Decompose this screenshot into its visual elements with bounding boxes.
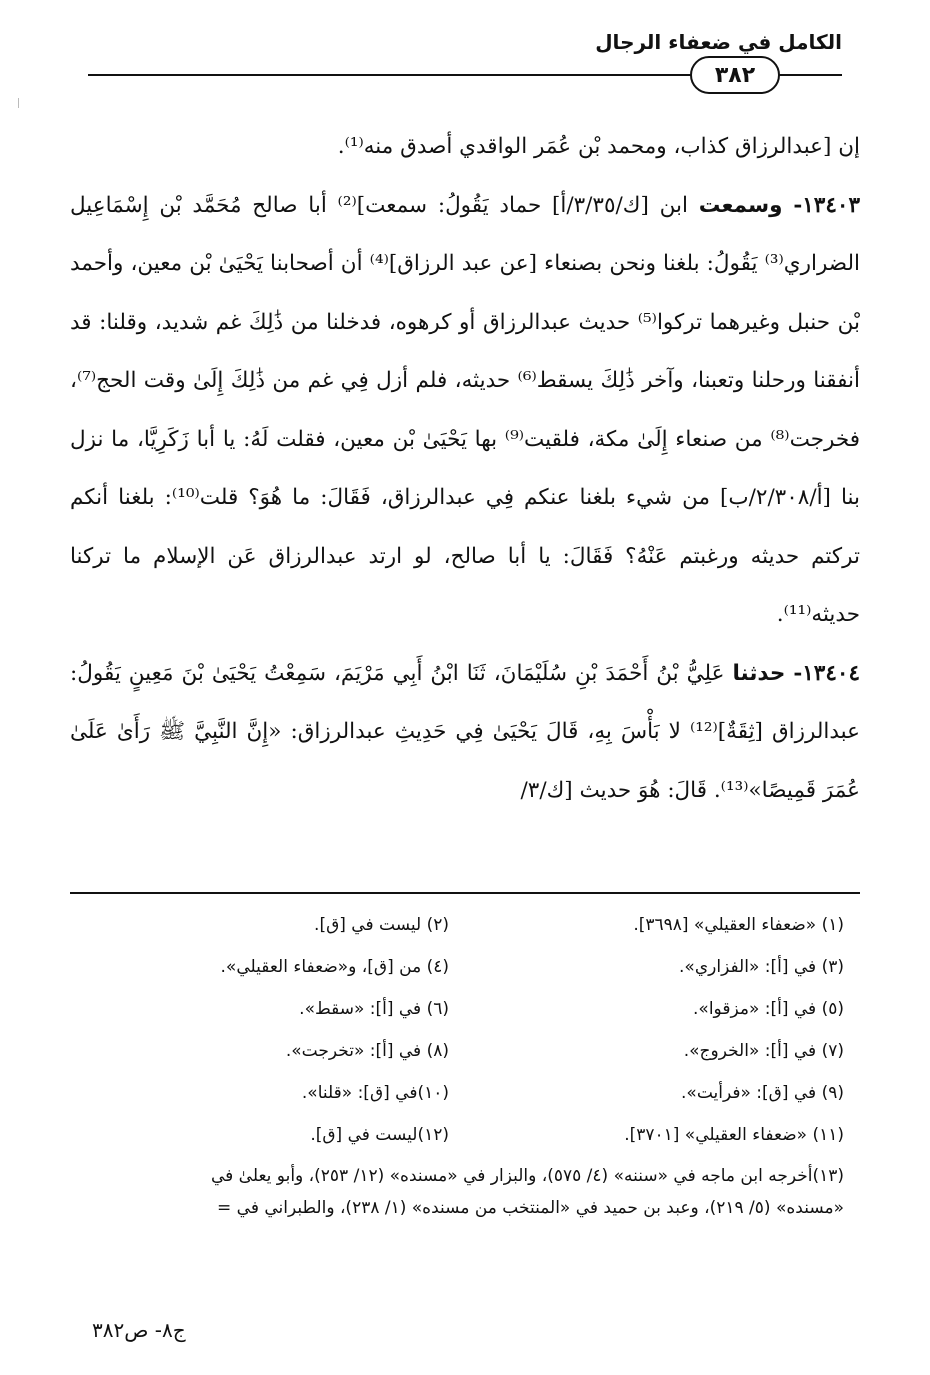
paragraph-13404 [70,645,860,821]
running-title: الكامل في ضعفاء الرجال [595,30,842,54]
footnote-13-line-1: (١٣)أخرجه ابن ماجه في «سننه» (٤/ ٥٧٥)، والبزار في «مسنده» (١٢/ ٢٥٣)، وأبو يعلىٰ في [210,1166,844,1186]
footnote-grid [70,904,860,1156]
margin-mark [18,98,19,108]
footnote-rule [70,892,860,894]
footnote-6: (٦) في [أ]: «سقط». [299,999,449,1019]
paragraph-1 [70,118,860,177]
paragraph-1-text: إن [عبدالرزاق كذاب، ومحمد بْن عُمَر الواقدي أصدق منه⁽¹⁾. [337,134,860,159]
page-number: ٣٨٢ [714,62,756,88]
entry-number-13404: ١٣٤٠٤- [793,660,860,686]
paragraph-13403 [70,177,860,645]
footnote-10: (١٠)في [ق]: «قلنا». [301,1083,449,1103]
entry-text-13403: ابن [ك/٣/٣٥/أ] حماد يَقُولُ: سمعت]⁽²⁾ أبا صالح مُحَمَّد بْن إِسْمَاعِيل الضراري⁽³⁾ يَقُولُ: بلغنا ونحن بصنعاء [عن عبد الرزاق]⁽⁴⁾ أن أصحابنا يَحْيَىٰ بْن معين، وأحمد بْن حنبل وغيرهما تركوا⁽⁵⁾ حديث عبدالرزاق أو كرهوه، فدخلنا من ذَٰلِكَ غم شديد، وقلنا: قد أنفقنا ورحلنا وتعبنا، وآخر ذَٰلِكَ يسقط⁽⁶⁾ حديثه، فلم أزل فِي غم من ذَٰلِكَ إِلَىٰ وقت الحج⁽⁷⁾، فخرجت⁽⁸⁾ من صنعاء إِلَىٰ مكة، فلقيت⁽⁹⁾ بها يَحْيَىٰ بْن معين، فقلت لَهُ: يا أبا زَكَرِيَّا، ما نزل بنا [أ/٢/٣٠٨/ب] من شيء بلغنا عنكم فِي عبدالرزاق، فَقَالَ: ما هُوَ؟ قلت⁽¹⁰⁾: بلغنا أنكم تركتم حديثه ورغبتم عَنْهُ؟ فَقَالَ: يا أبا صالح، لو ارتد عبدالرزاق عَن الإسلام ما تركنا حديثه⁽¹¹⁾. [70,192,860,627]
footnote-12: (١٢)ليست في [ق]. [310,1125,449,1145]
footnotes [70,904,860,1224]
footnote-11: (١١) «ضعفاء العقيلي» [٣٧٠١]. [624,1125,844,1145]
footnote-2: (٢) ليست في [ق]. [314,915,449,935]
entry-number-13403: ١٣٤٠٣- [793,192,860,218]
footnote-9: (٩) في [ق]: «فرأيت». [681,1083,844,1103]
page-number-badge [690,56,780,94]
entry-keyword-13403: وسمعت [698,192,783,218]
footnote-3: (٣) في [أ]: «الفزاري». [679,957,844,977]
entry-text-13404: عَلِيُّ بْنُ أَحْمَدَ بْنِ سُلَيْمَانَ، ثَنَا ابْنُ أَبِي مَرْيَمَ، سَمِعْتُ يَحْيَىٰ بْنَ مَعِينٍ يَقُولُ: عبدالرزاق [ثِقَةٌ]⁽¹²⁾ لا بَأْسَ بِهِ، قَالَ يَحْيَىٰ فِي حَدِيثِ عبدالرزاق: «إِنَّ النَّبِيَّ ﷺ رَأَىٰ عَلَىٰ عُمَرَ قَمِيصًا»⁽¹³⁾. قَالَ: هُوَ حديث [ك/٣/ [70,660,860,803]
footnote-1: (١) «ضعفاء العقيلي» [٣٦٩٨]. [633,915,844,935]
footnote-4: (٤) من [ق]، و«ضعفاء العقيلي». [220,957,449,977]
volume-page-reference: ج٨- ص٣٨٢ [92,1318,186,1342]
footnote-7: (٧) في [أ]: «الخروج». [683,1041,844,1061]
footnote-13-line-2: «مسنده» (٥/ ٢١٩)، وعبد بن حميد في «المنتخب من مسنده» (١/ ٢٣٨)، والطبراني في = [217,1198,844,1218]
entry-keyword-13404: حدثنا [732,660,786,686]
footnote-8: (٨) في [أ]: «تخرجت». [285,1041,449,1061]
main-text [70,118,860,820]
footnote-5: (٥) في [أ]: «مزقوا». [693,999,844,1019]
footnote-13 [70,1160,860,1224]
